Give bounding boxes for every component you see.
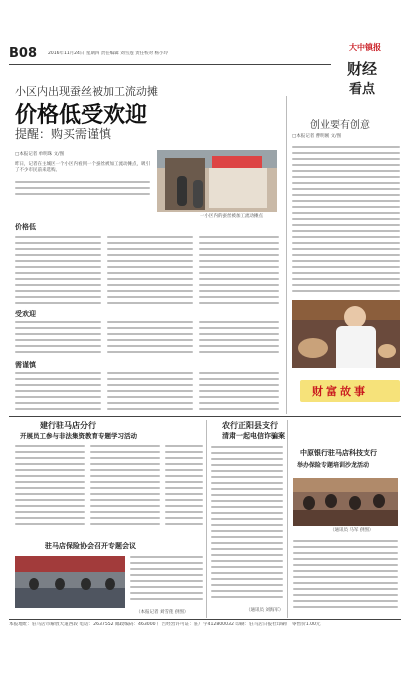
lead-body-5: [107, 321, 193, 357]
lead-body-6: [199, 321, 279, 357]
lead-body-9: [199, 372, 279, 414]
bottom-right-headline-2: 举办保险专题培训沙龙活动: [297, 462, 370, 469]
lead-headline: 价格低受欢迎: [15, 103, 148, 128]
column-body: [292, 146, 400, 296]
bottom-divider-1: [206, 420, 207, 618]
bottom-left-photo-caption: （本报记者 刘雪莲 供图）: [136, 610, 189, 615]
lead-photo-caption: 一小区内的蚕丝被加工流动摊点: [200, 214, 263, 219]
wealth-story-label: 财富故事: [312, 385, 368, 398]
footer-text: 本报地址：驻马店市解放大道西段 电话：2637552 邮政编码：463000 广告经营许可证：驻广字412800032 印刷：驻马店日报社印刷厂 零售价1.00元: [9, 622, 321, 627]
lead-kicker: 小区内出现蚕丝被加工流动摊: [15, 85, 158, 98]
column-title: 创业要有创意: [310, 120, 370, 131]
lead-photo: [157, 150, 277, 212]
wealth-story-banner: [300, 380, 400, 402]
bottom-left-subheadline: 驻马店保险协会召开专题会议: [45, 542, 136, 550]
salon-photo: [293, 478, 398, 526]
column-byline: □本报记者 曹明刚 文/图: [292, 134, 342, 139]
lead-byline: □本报记者 单明珠 文/图: [15, 152, 65, 157]
section-price-low: 价格低: [15, 223, 36, 231]
section-title-2: 看点: [349, 82, 376, 97]
bottom-right-body: [293, 540, 398, 612]
column-divider: [286, 96, 287, 414]
header-rule: [9, 64, 331, 65]
bottom-mid-headline-1: 农行正阳县支行: [222, 421, 278, 430]
bottom-mid-headline-2: 清肃一起电信诈骗案: [222, 432, 285, 440]
lead-intro: 昨日，记者在主城区一个小区内看到一个蚕丝被加工流动摊点，吸引了不少市民前来选购。: [15, 162, 150, 173]
bottom-mid-body: [211, 446, 283, 602]
lead-body-1: [15, 236, 101, 308]
page-code: B08: [9, 46, 37, 61]
mid-rule: [9, 416, 401, 417]
bottom-left-body-2: [90, 445, 160, 529]
bottom-right-headline-1: 中原银行驻马店科技支行: [300, 449, 377, 457]
meeting-photo: [15, 556, 125, 608]
newspaper-logo: 大中镇报: [349, 42, 381, 52]
lead-body-3: [199, 236, 279, 308]
section-welcome: 受欢迎: [15, 310, 36, 318]
bottom-right-photo-caption: （通讯员 马军 供图）: [330, 528, 374, 533]
lead-body-7: [15, 372, 101, 414]
bottom-left-headline-1: 建行驻马店分行: [40, 421, 96, 430]
lead-body-4: [15, 321, 101, 357]
bottom-left-body-3: [165, 445, 203, 529]
bottom-left-headline-2: 开展员工参与非法集资教育专题学习活动: [20, 432, 137, 440]
bottom-mid-credit: （通讯员 刘海军）: [246, 608, 284, 613]
chef-photo: [292, 300, 400, 368]
bottom-left-body-4: [130, 556, 203, 604]
section-title-1: 财经: [347, 60, 378, 78]
bottom-divider-2: [287, 420, 288, 618]
lead-subhead: 提醒：购买需谨慎: [15, 127, 112, 141]
lead-body-8: [107, 372, 193, 414]
lead-body-2: [107, 236, 193, 308]
bottom-left-body-1: [15, 445, 85, 529]
section-caution: 需谨慎: [15, 361, 36, 369]
footer-rule: [9, 619, 401, 620]
lead-intro-lines: [15, 181, 150, 199]
header-meta: 2016年11月24日 星期四 责任编辑 刘雪莲 责任校对 杨小玲: [48, 51, 169, 56]
